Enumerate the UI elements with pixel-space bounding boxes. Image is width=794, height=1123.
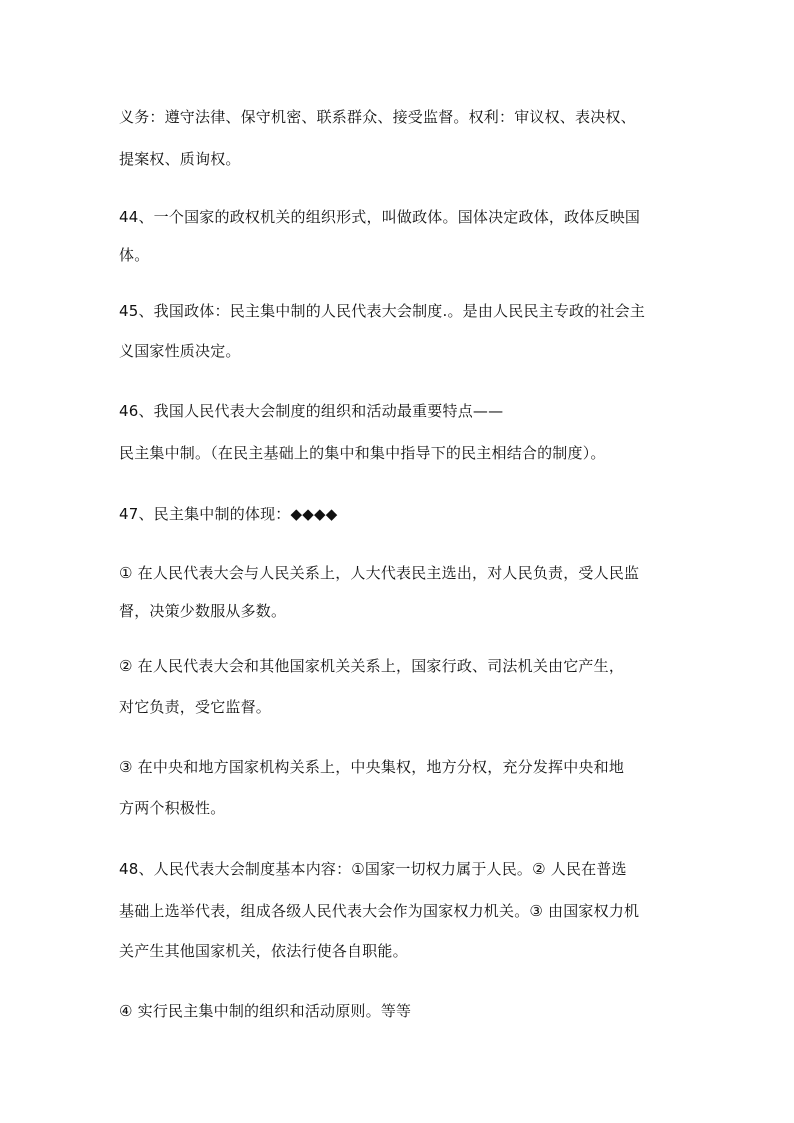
text-line-point-1-continued: 督，决策少数服从多数。 [119,602,287,620]
text-line-rights-continued: 提案权、质询权。 [119,150,241,168]
text-line-point-2-continued: 对它负责，受它监督。 [119,698,272,716]
text-line-point-3: ③ 在中央和地方国家机构关系上，中央集权，地方分权，充分发挥中央和地 [119,758,625,776]
text-line-item-45-continued: 义国家性质决定。 [119,342,241,360]
text-line-item-46-continued: 民主集中制。（在民主基础上的集中和集中指导下的民主相结合的制度）。 [119,444,606,462]
text-line-item-45: 45、我国政体：民主集中制的人民代表大会制度.。是由人民民主专政的社会主 [119,302,646,320]
text-line-point-3-continued: 方两个积极性。 [119,799,226,817]
text-line-item-48-continued-2: 关产生其他国家机关，依法行使各自职能。 [119,942,408,960]
text-line-item-44-continued: 体。 [119,246,150,264]
text-line-duties-rights: 义务：遵守法律、保守机密、联系群众、接受监督。权利：审议权、表决权、 [119,108,636,126]
text-line-item-47: 47、民主集中制的体现：◆◆◆◆ [119,505,338,523]
text-line-item-44: 44、一个国家的政权机关的组织形式，叫做政体。国体决定政体，政体反映国 [119,208,641,226]
text-line-item-48: 48、人民代表大会制度基本内容：①国家一切权力属于人民。② 人民在普选 [119,860,627,878]
text-line-point-2: ② 在人民代表大会和其他国家机关关系上，国家行政、司法机关由它产生， [119,657,625,675]
text-line-item-46: 46、我国人民代表大会制度的组织和活动最重要特点—— [119,402,504,420]
text-line-point-1: ① 在人民代表大会与人民关系上，人大代表民主选出，对人民负责，受人民监 [119,564,640,582]
text-line-item-48-continued-1: 基础上选举代表，组成各级人民代表大会作为国家权力机关。③ 由国家权力机 [119,902,640,920]
text-line-item-48-point-4: ④ 实行民主集中制的组织和活动原则。等等 [119,1002,412,1020]
